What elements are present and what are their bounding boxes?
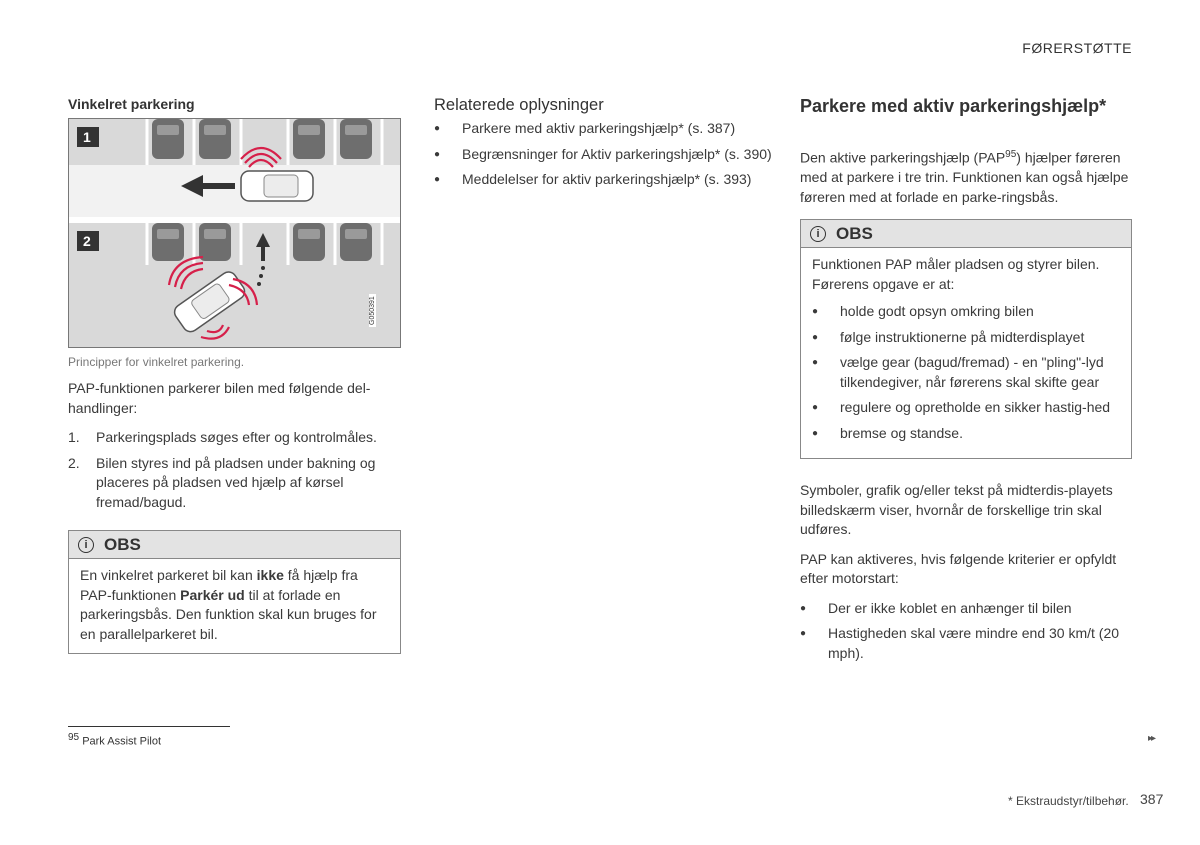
list-item: 1. Parkeringsplads søges efter og kontrolmåles.: [68, 429, 377, 445]
page-title: Parkere med aktiv parkeringshjælp*: [800, 96, 1107, 116]
note-text: En vinkelret parkeret bil kan ikke få hjælp fra PAP-funktionen Parkér ud til at forlade en parkeringsbås. Den funktion skal kun bruges for en parallelparkeret bil.: [80, 567, 377, 642]
obs-note-box: [68, 530, 401, 654]
bullet-icon: ●: [812, 402, 819, 414]
footer-note: * Ekstraudstyr/tilbehør.: [1008, 794, 1129, 808]
footnote-divider: [68, 726, 230, 727]
section-header: FØRERSTØTTE: [1022, 40, 1132, 56]
info-icon: i: [78, 537, 94, 553]
intro-paragraph: Den aktive parkeringshjælp (PAP$^{95}$) hjælper føreren med at parkere i tre trin. Funktionen kan også hjælpe føreren med at forlade en parke-ringsbås.: [800, 149, 1129, 205]
middle-column: [434, 96, 774, 198]
related-link[interactable]: ● Begrænsninger for Aktiv parkeringshjælp* (s. 390): [434, 145, 774, 165]
right-column: [800, 96, 1132, 671]
parking-figure: [68, 118, 401, 348]
related-link[interactable]: ● Parkere med aktiv parkeringshjælp* (s. 387): [434, 119, 774, 139]
bullet-icon: ●: [812, 357, 819, 369]
list-item: ● følge instruktionerne på midterdisplayet: [812, 328, 1120, 348]
related-links: [434, 119, 774, 190]
obs-note-box: [800, 219, 1132, 459]
paragraph: PAP kan aktiveres, hvis følgende kriterier er opfyldt efter motorstart:: [800, 550, 1117, 587]
left-column: [68, 96, 401, 654]
related-heading: Relaterede oplysninger: [434, 96, 604, 114]
page-number: 387: [1140, 791, 1164, 807]
paragraph: Symboler, grafik og/eller tekst på midterdis-playets billedskærm viser, hvornår de forskellige trin skal udføres.: [800, 482, 1113, 538]
bullet-icon: ●: [434, 123, 441, 134]
figure-label-2: 2: [83, 233, 91, 249]
list-item: ● Der er ikke koblet en anhænger til bilen: [800, 599, 1132, 619]
bullet-icon: ●: [812, 427, 819, 439]
list-item: ● Hastigheden skal være mindre end 30 km/t (20 mph).: [800, 624, 1132, 663]
steps-list: [68, 428, 401, 512]
list-item: ● vælge gear (bagud/fremad) - en "pling"-lyd tilkendegiver, når førerens skal skifte gear: [812, 353, 1120, 392]
list-item: ● bremse og standse.: [812, 424, 1120, 444]
figure-caption: Principper for vinkelret parkering.: [68, 355, 245, 369]
intro-paragraph: PAP-funktionen parkerer bilen med følgende del-handlinger:: [68, 380, 371, 416]
criteria-list: [800, 599, 1132, 664]
list-item: 2. Bilen styres ind på pladsen under bakning og placeres på pladsen ved hjælp af kørsel fremad/bagud.: [68, 454, 376, 510]
subheading: Vinkelret parkering: [68, 96, 195, 112]
bullet-icon: ●: [812, 331, 819, 343]
figure-label-1: 1: [83, 129, 91, 145]
next-page-icon[interactable]: ▸▸: [1148, 733, 1155, 744]
bullet-icon: ●: [434, 148, 441, 160]
figure-code: G050391: [369, 296, 376, 325]
bullet-icon: ●: [434, 174, 441, 185]
bullet-icon: ●: [800, 602, 807, 614]
note-text: Funktionen PAP måler pladsen og styrer bilen. Førerens opgave er at:: [812, 256, 1100, 292]
duties-list: [812, 302, 1120, 443]
bullet-icon: ●: [812, 306, 819, 318]
list-item: ● regulere og opretholde en sikker hastig-hed: [812, 398, 1120, 418]
footnote: $^{95}$ Park Assist Pilot: [68, 732, 162, 748]
note-title: OBS: [104, 534, 141, 554]
perpendicular-parking-illustration: [69, 119, 400, 347]
related-link[interactable]: ● Meddelelser for aktiv parkeringshjælp* (s. 393): [434, 170, 774, 190]
info-icon: i: [810, 226, 826, 242]
note-title: OBS: [836, 223, 873, 243]
bullet-icon: ●: [800, 628, 807, 640]
list-item: ● holde godt opsyn omkring bilen: [812, 302, 1120, 322]
